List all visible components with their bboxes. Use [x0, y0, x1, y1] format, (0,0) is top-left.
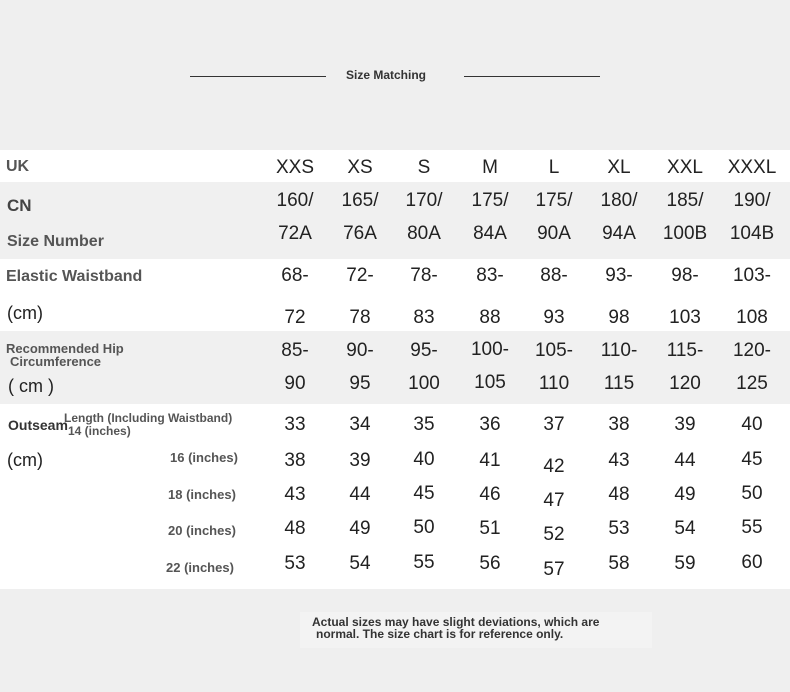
hip-label-line1: Recommended Hip	[6, 341, 124, 356]
waist-range-top-cell: 88-	[540, 265, 568, 286]
outseam-value-cell: 38	[284, 450, 306, 471]
outseam-value-cell: 42	[543, 456, 565, 477]
hip-range-top-cell: 85-	[281, 340, 309, 361]
uk-size-cell: M	[482, 157, 498, 178]
page-title: Size Matching	[345, 68, 426, 82]
outseam-inseam-label: 22 (inches)	[166, 560, 234, 575]
reference-note-line1: Actual sizes may have slight deviations, which are	[312, 615, 600, 629]
outseam-value-cell: 38	[608, 414, 630, 435]
waist-range-top-cell: 78-	[410, 265, 438, 286]
outseam-value-cell: 45	[741, 449, 763, 470]
cn-size-top-cell: 190/	[733, 190, 771, 211]
hip-range-top-cell: 90-	[346, 340, 374, 361]
cn-label: CN	[7, 196, 32, 215]
outseam-value-cell: 48	[608, 484, 630, 505]
cn-size-top-cell: 180/	[600, 190, 638, 211]
cn-size-bottom-cell: 90A	[537, 223, 571, 244]
outseam-value-cell: 58	[608, 553, 630, 574]
outseam-value-cell: 43	[608, 450, 630, 471]
hip-range-top-cell: 120-	[732, 340, 772, 361]
outseam-value-cell: 54	[349, 553, 371, 574]
outseam-value-cell: 53	[608, 518, 630, 539]
uk-size-cell: XXL	[667, 157, 703, 178]
size-number-label: Size Number	[7, 233, 104, 250]
waist-range-top-cell: 72-	[346, 265, 374, 286]
outseam-value-cell: 41	[479, 450, 501, 471]
uk-size-cell: XXXL	[727, 157, 777, 178]
waist-range-bottom-cell: 103	[669, 307, 701, 328]
hip-range-bottom-cell: 100	[408, 373, 440, 394]
outseam-value-cell: 43	[284, 484, 306, 505]
outseam-value-cell: 46	[479, 484, 501, 505]
cn-size-top-cell: 175/	[535, 190, 573, 211]
waist-unit: (cm)	[7, 303, 43, 323]
cn-size-top-cell: 165/	[341, 190, 379, 211]
waist-range-top-cell: 103-	[732, 265, 772, 286]
outseam-value-cell: 37	[543, 414, 565, 435]
outseam-value-cell: 44	[674, 450, 696, 471]
outseam-value-cell: 49	[674, 484, 696, 505]
outseam-value-cell: 56	[479, 553, 501, 574]
uk-size-cell: XS	[347, 157, 373, 178]
outseam-value-cell: 34	[349, 414, 371, 435]
outseam-label: Outseam	[8, 417, 68, 433]
waist-range-bottom-cell: 78	[349, 307, 371, 328]
waist-range-bottom-cell: 108	[736, 307, 768, 328]
waist-range-top-cell: 98-	[671, 265, 699, 286]
waist-label: Elastic Waistband	[6, 268, 143, 285]
outseam-value-cell: 59	[674, 553, 696, 574]
cn-size-bottom-cell: 104B	[729, 223, 775, 244]
title-rule-right	[464, 76, 600, 77]
hip-range-top-cell: 110-	[600, 340, 638, 361]
hip-range-top-cell: 115-	[666, 340, 704, 361]
outseam-inseam-label: 20 (inches)	[168, 523, 236, 538]
outseam-value-cell: 40	[741, 414, 763, 435]
outseam-value-cell: 54	[674, 518, 696, 539]
outseam-value-cell: 55	[413, 552, 435, 573]
cn-size-top-cell: 175/	[471, 190, 509, 211]
cn-size-bottom-cell: 72A	[278, 223, 312, 244]
hip-range-top-cell: 95-	[410, 340, 438, 361]
cn-size-bottom-cell: 84A	[473, 223, 507, 244]
outseam-value-cell: 39	[349, 450, 371, 471]
waist-range-bottom-cell: 98	[608, 307, 630, 328]
outseam-value-cell: 45	[413, 483, 435, 504]
outseam-value-cell: 40	[413, 449, 435, 470]
cn-size-bottom-cell: 80A	[407, 223, 441, 244]
uk-size-cell: L	[548, 157, 560, 178]
hip-range-bottom-cell: 90	[284, 373, 306, 394]
uk-size-cell: XXS	[275, 157, 315, 178]
cn-size-top-cell: 170/	[405, 190, 443, 211]
waist-range-top-cell: 68-	[281, 265, 309, 286]
hip-range-top-cell: 105-	[534, 340, 574, 361]
hip-range-bottom-cell: 115	[603, 373, 635, 394]
outseam-value-cell: 36	[479, 414, 501, 435]
outseam-value-cell: 53	[284, 553, 306, 574]
outseam-value-cell: 44	[349, 484, 371, 505]
cn-size-bottom-cell: 94A	[602, 223, 636, 244]
waist-range-bottom-cell: 93	[543, 307, 565, 328]
outseam-value-cell: 60	[741, 552, 763, 573]
outseam-value-cell: 57	[543, 559, 565, 580]
cn-size-top-cell: 185/	[666, 190, 704, 211]
hip-unit: ( cm )	[8, 376, 54, 396]
cn-size-bottom-cell: 100B	[662, 223, 708, 244]
hip-range-bottom-cell: 125	[736, 373, 768, 394]
hip-range-bottom-cell: 105	[474, 372, 506, 393]
waist-range-top-cell: 93-	[605, 265, 633, 286]
title-rule-left	[190, 76, 326, 77]
outseam-unit: (cm)	[7, 450, 43, 470]
reference-note	[300, 612, 652, 648]
outseam-length-label: Length (Including Waistband)	[64, 411, 233, 425]
outseam-inseam-label: 18 (inches)	[168, 487, 236, 502]
outseam-inseam-label: 16 (inches)	[170, 450, 238, 465]
outseam-value-cell: 49	[349, 518, 371, 539]
outseam-value-cell: 52	[543, 524, 565, 545]
waist-range-bottom-cell: 88	[479, 307, 501, 328]
hip-range-bottom-cell: 110	[538, 373, 570, 394]
outseam-value-cell: 50	[413, 517, 435, 538]
cn-size-top-cell: 160/	[276, 190, 314, 211]
outseam-value-cell: 55	[741, 517, 763, 538]
hip-range-bottom-cell: 120	[669, 373, 701, 394]
hip-range-top-cell: 100-	[470, 339, 510, 360]
outseam-value-cell: 35	[413, 414, 435, 435]
uk-label: UK	[6, 158, 30, 175]
outseam-value-cell: 47	[543, 490, 565, 511]
outseam-value-cell: 39	[674, 414, 696, 435]
waist-range-top-cell: 83-	[476, 265, 504, 286]
outseam-value-cell: 48	[284, 518, 306, 539]
reference-note-line2: normal. The size chart is for reference only.	[316, 627, 564, 641]
hip-label-line2: Circumference	[10, 354, 102, 369]
outseam-value-cell: 33	[284, 414, 306, 435]
uk-size-cell: S	[417, 157, 431, 178]
outseam-inseam-label: 14 (inches)	[68, 424, 131, 438]
hip-range-bottom-cell: 95	[349, 373, 371, 394]
uk-size-cell: XL	[607, 157, 631, 178]
waist-range-bottom-cell: 72	[284, 307, 306, 328]
cn-size-bottom-cell: 76A	[343, 223, 377, 244]
outseam-value-cell: 51	[479, 518, 501, 539]
waist-range-bottom-cell: 83	[413, 307, 435, 328]
outseam-value-cell: 50	[741, 483, 763, 504]
